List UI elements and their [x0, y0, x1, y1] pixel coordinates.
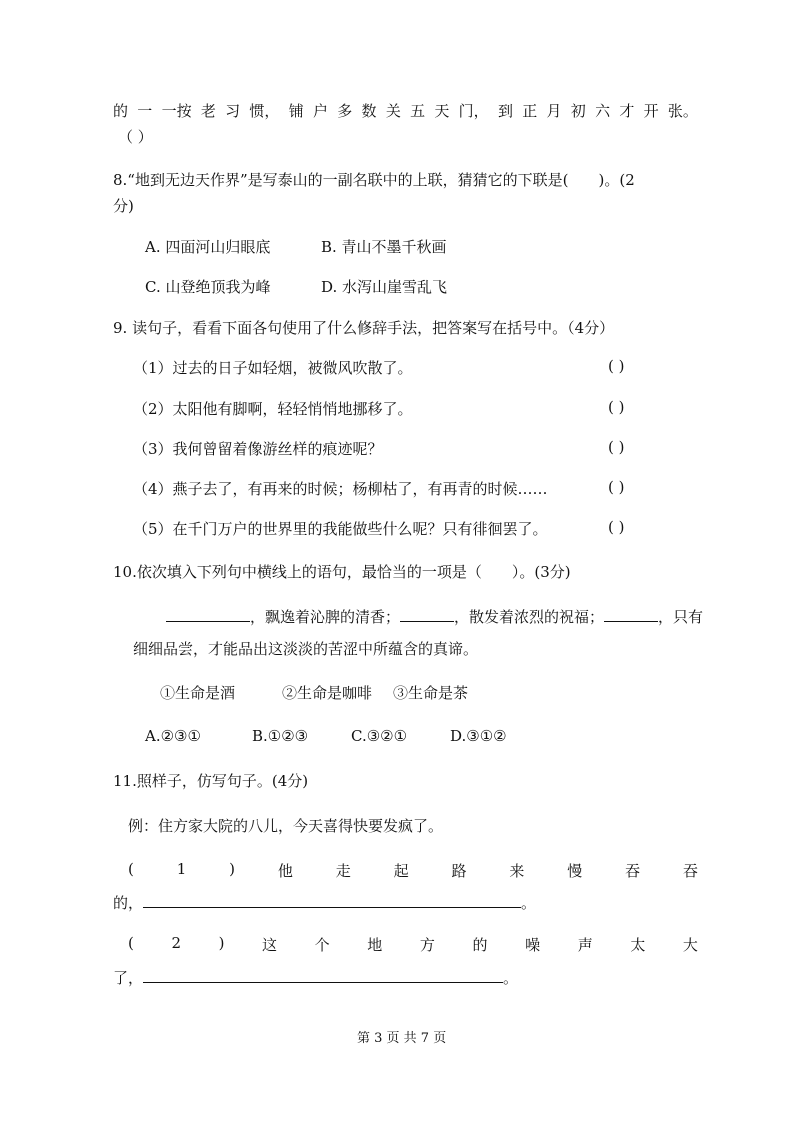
q7-char-7: 户 — [312, 102, 328, 120]
q7-char-2: 一按 — [161, 102, 192, 120]
q9-answer-paren-1: ( ) — [608, 357, 625, 375]
q7-char-17: 初 — [570, 102, 586, 120]
q11-item1-line1 — [128, 860, 698, 881]
q11-item1-char-8: 慢 — [567, 862, 583, 880]
q11-stem: 11.照样子，仿写句子。(4分) — [113, 772, 309, 790]
q10-choice-2: ②生命是咖啡 — [282, 684, 373, 702]
q10-option-a: A.②③① — [145, 727, 201, 745]
q11-item1-char-2: ) — [229, 860, 235, 878]
q11-item1-char-4: 走 — [335, 862, 351, 880]
q7-char-8: 多 — [337, 102, 353, 120]
q7-char-14: 到 — [497, 102, 513, 120]
q7-char-15: 正 — [522, 102, 538, 120]
q11-item1-char-7: 来 — [509, 862, 525, 880]
q7-char-5: 惯， — [249, 102, 280, 120]
q11-example: 例：住方家大院的八儿，今天喜得快要发疯了。 — [128, 817, 444, 835]
q11-item2-line1 — [128, 934, 698, 955]
q7-char-10: 关 — [385, 102, 401, 120]
q11-item1-period: 。 — [521, 894, 537, 912]
page-footer: 第 3 页 共 7 页 — [357, 1031, 447, 1046]
q7-char-11: 五 — [410, 102, 426, 120]
q11-item2-char-4: 个 — [314, 936, 330, 954]
q7-char-19: 才 — [619, 102, 635, 120]
q11-item2-char-7: 的 — [472, 936, 488, 954]
q10-option-b: B.①②③ — [252, 727, 309, 745]
q10-choice-1: ①生命是酒 — [160, 684, 236, 702]
q11-item1-char-0: ( — [128, 860, 134, 878]
q10-blank-2[interactable] — [400, 607, 454, 622]
q11-item2-answer-blank[interactable] — [143, 968, 503, 983]
q7-char-4: 习 — [225, 102, 241, 120]
q10-blank-1[interactable] — [166, 607, 250, 622]
q11-item2-line2 — [113, 967, 518, 988]
q7-char-1: 一 — [137, 102, 153, 120]
q8-option-b: B. 青山不墨千秋画 — [321, 238, 447, 256]
q10-option-c: C.③②① — [351, 727, 408, 745]
q7-char-0: 的 — [113, 102, 129, 120]
q10-line2: 细细品尝，才能品出这淡淡的苦涩中所蕴含的真谛。 — [133, 640, 479, 658]
q11-item2-prefix: 了， — [113, 969, 144, 987]
q10-option-d: D.③①② — [450, 727, 507, 745]
q8-option-d: D. 水泻山崖雪乱飞 — [321, 278, 448, 296]
q11-item2-char-6: 方 — [419, 936, 435, 954]
q9-answer-paren-5: ( ) — [608, 518, 625, 536]
q7-char-9: 数 — [361, 102, 377, 120]
q11-item2-char-8: 噪 — [525, 936, 541, 954]
q7-char-6: 铺 — [288, 102, 304, 120]
q7-char-18: 六 — [595, 102, 611, 120]
q11-item2-char-10: 太 — [630, 936, 646, 954]
q9-item-1: （1）过去的日子如轻烟，被微风吹散了。 — [133, 359, 413, 377]
q9-item-2: （2）太阳他有脚啊，轻轻悄悄地挪移了。 — [133, 400, 413, 418]
q8-stem-line2: 分) — [113, 197, 134, 215]
q11-item1-prefix: 的， — [113, 894, 144, 912]
q11-item1-char-6: 路 — [451, 862, 467, 880]
q11-item2-char-2: ) — [218, 934, 225, 952]
q11-item1-line2 — [113, 892, 536, 913]
q9-answer-paren-2: ( ) — [608, 398, 625, 416]
q9-item-5: （5）在千门万户的世界里的我能做些什么呢？只有徘徊罢了。 — [133, 520, 548, 538]
q10-choice-3: ③生命是茶 — [393, 684, 469, 702]
q11-item2-char-0: ( — [128, 934, 134, 952]
q11-item1-answer-blank[interactable] — [143, 893, 521, 908]
q7-char-16: 月 — [546, 102, 562, 120]
q7-char-21: 张。 — [667, 102, 698, 120]
q9-answer-paren-3: ( ) — [608, 438, 625, 456]
q10-seg-2: ，散发着浓烈的祝福； — [454, 608, 605, 626]
q7-char-12: 天 — [434, 102, 450, 120]
q11-item2-char-3: 这 — [262, 936, 278, 954]
q11-item1-char-9: 吞 — [625, 862, 641, 880]
q9-stem: 9. 读句子，看看下面各句使用了什么修辞手法，把答案写在括号中。（4分） — [113, 319, 615, 337]
q11-item1-char-3: 他 — [277, 862, 293, 880]
q9-item-4: （4）燕子去了，有再来的时候；杨柳枯了，有再青的时候…… — [133, 480, 548, 498]
q11-item2-char-9: 声 — [577, 936, 593, 954]
q9-item-3: （3）我何曾留着像游丝样的痕迹呢？ — [133, 440, 383, 458]
q7-answer-paren: （ ） — [118, 128, 153, 146]
q7-char-3: 老 — [200, 102, 216, 120]
q11-item2-period: 。 — [503, 969, 519, 987]
q7-char-13: 门， — [458, 102, 489, 120]
q10-seg-1: ，飘逸着沁脾的清香； — [250, 608, 401, 626]
q10-blank-3[interactable] — [604, 607, 658, 622]
q8-option-a: A. 四面河山归眼底 — [145, 238, 271, 256]
q7-tail-line — [113, 100, 698, 121]
q11-item2-char-5: 地 — [367, 936, 383, 954]
q11-item2-char-11: 大 — [682, 936, 698, 954]
q9-answer-paren-4: ( ) — [608, 478, 625, 496]
q10-stem: 10.依次填入下列句中横线上的语句，最恰当的一项是（ ）。(3分) — [113, 563, 571, 581]
q11-item1-char-10: 吞 — [682, 862, 698, 880]
q8-stem-line1: 8.“地到无边天作界”是写泰山的一副名联中的上联，猜猜它的下联是( )。(2 — [113, 171, 635, 189]
q10-seg-3: ，只有 — [658, 608, 704, 626]
q11-item1-char-5: 起 — [393, 862, 409, 880]
q7-char-20: 开 — [643, 102, 659, 120]
q8-option-c: C. 山登绝顶我为峰 — [145, 278, 271, 296]
q10-fill-line — [166, 606, 703, 627]
q11-item1-char-1: 1 — [176, 860, 187, 878]
q11-item2-char-1: 2 — [171, 934, 181, 952]
